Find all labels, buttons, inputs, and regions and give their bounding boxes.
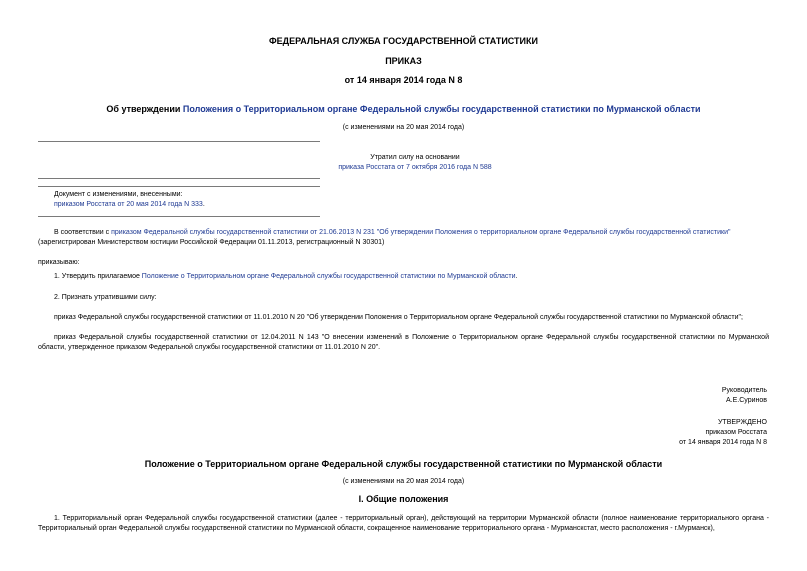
divider bbox=[38, 186, 320, 187]
signature-role: Руководитель bbox=[721, 387, 767, 394]
preamble-prefix: В соответствии с bbox=[54, 229, 112, 236]
preamble-link[interactable]: приказом Федеральной службы государственной статистики от 21.06.2013 N 231 "Об утверждении Положения о территориальном органе Федеральной службы государственной статистики" bbox=[111, 229, 731, 236]
approved-by: приказом Росстата bbox=[705, 429, 767, 436]
approved-date: от 14 января 2014 года N 8 bbox=[679, 439, 767, 446]
preamble-line2: (зарегистрирован Министерством юстиции Российской Федерации 01.11.2013, регистрационный N 30301) bbox=[38, 239, 385, 246]
divider bbox=[38, 178, 320, 179]
divider bbox=[38, 141, 320, 142]
doc-title-prefix: Об утверждении bbox=[106, 104, 183, 114]
doc-title-link[interactable]: Положения о Территориальном органе Федеральной службы государственной статистики по Мурманской области bbox=[182, 104, 701, 114]
regulation-amended: (с изменениями на 20 мая 2014 года) bbox=[342, 478, 465, 485]
signature-name: А.Е.Суринов bbox=[726, 397, 767, 404]
amended-note: (с изменениями на 20 мая 2014 года) bbox=[342, 124, 465, 131]
section-heading: I. Общие положения bbox=[358, 494, 449, 504]
item-1-suffix: . bbox=[515, 273, 518, 280]
orders-word: приказываю: bbox=[38, 259, 80, 266]
expired-label: Утратил силу на основании bbox=[370, 154, 460, 161]
expired-link[interactable]: приказа Росстата от 7 октября 2016 года N 588 bbox=[338, 164, 492, 171]
amend-dot: . bbox=[202, 201, 205, 208]
item-2: 2. Признать утратившими силу: bbox=[54, 294, 157, 301]
doc-type: ПРИКАЗ bbox=[385, 56, 422, 66]
item-1 bbox=[54, 272, 517, 282]
repeal-1: приказ Федеральной службы государственной статистики от 11.01.2010 N 20 "Об утверждении Положения о Территориальном органе Федеральной службы государственной статистики по Мурманской области"; bbox=[54, 314, 743, 321]
doc-date-number: от 14 января 2014 года N 8 bbox=[344, 75, 463, 85]
amend-label: Документ с изменениями, внесенными: bbox=[54, 191, 183, 198]
amend-line bbox=[54, 200, 205, 210]
amend-link[interactable]: приказом Росстата от 20 мая 2014 года N 333 bbox=[54, 201, 203, 208]
approved-label: УТВЕРЖДЕНО bbox=[717, 419, 767, 426]
regulation-title: Положение о Территориальном органе Федеральной службы государственной статистики по Мурманской области bbox=[144, 459, 663, 469]
regulation-para-1: 1. Территориальный орган Федеральной службы государственной статистики (далее - территориальный орган), действующий на территории Мурманской области (полное наименование территориального органа - Территориальный орган Федеральной службы государственной статистики по Мурманской области, сокращенное наименование территориального органа - Мурманскстат, место расположения - г.Мурманск), bbox=[38, 515, 769, 532]
item-1-prefix: 1. Утвердить прилагаемое bbox=[54, 273, 142, 280]
preamble-line1 bbox=[54, 228, 769, 238]
agency-name: ФЕДЕРАЛЬНАЯ СЛУЖБА ГОСУДАРСТВЕННОЙ СТАТИСТИКИ bbox=[269, 36, 538, 46]
repeal-2: приказ Федеральной службы государственной статистики от 12.04.2011 N 143 "О внесении изменений в Положение о Территориальном органе Федеральной службы государственной статистики по Мурманской области, утвержденное приказом Федеральной службы государственной статистики от 11.01.2010 N 20". bbox=[38, 334, 769, 351]
divider bbox=[38, 216, 320, 217]
item-1-link[interactable]: Положение о Территориальном органе Федеральной службы государственной статистики по Мурманской области bbox=[141, 273, 516, 280]
doc-title bbox=[0, 104, 807, 115]
